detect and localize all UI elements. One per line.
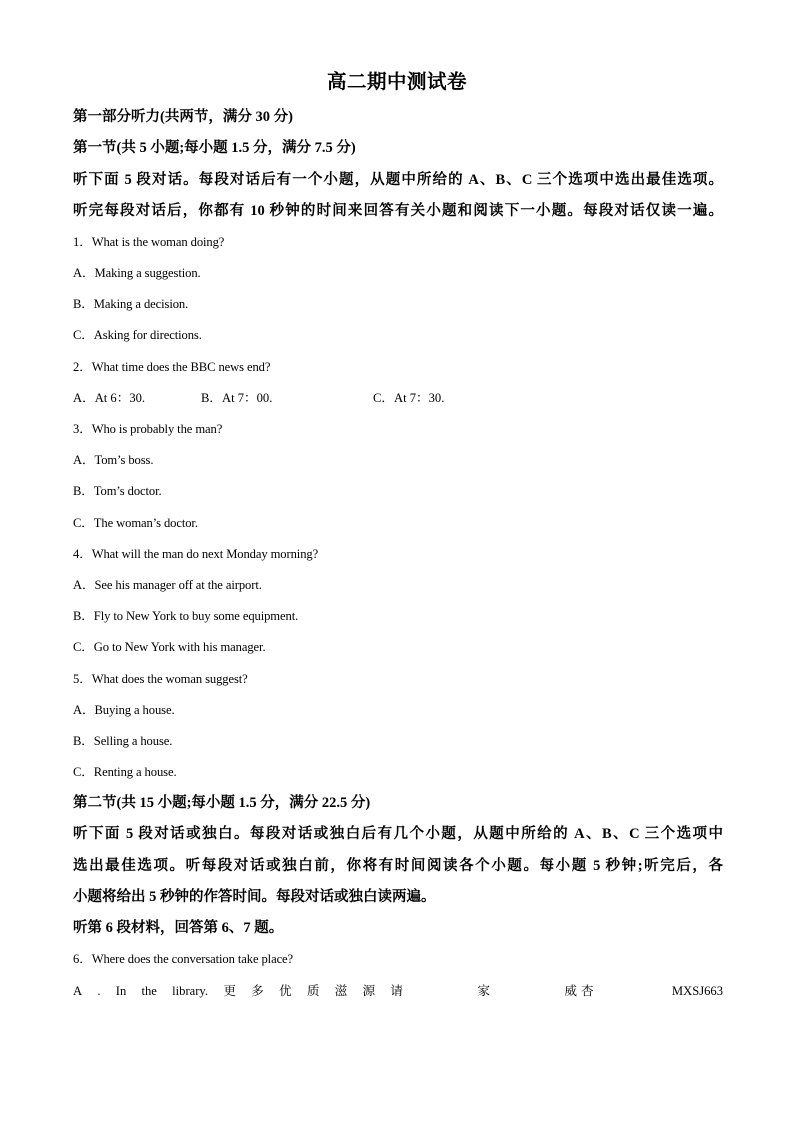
section1-instruction-line-1: 听下面 5 段对话。每段对话后有一个小题，从题中所给的 A、B、C 三个选项中选出最佳选项。 (73, 172, 723, 188)
section1-heading: 第一节(共 5 小题;每小题 1.5 分，满分 7.5 分) (73, 140, 356, 156)
watermark-text: 威杏 (564, 984, 598, 998)
question-4-option-c: C．Go to New York with his manager. (73, 640, 266, 654)
watermark-char: 更 (223, 984, 236, 998)
question-6-option-a-row (73, 985, 723, 998)
section2-instruction-line-2: 选出最佳选项。听每段对话或独白前，你将有时间阅读各个小题。每小题 5 秒钟;听完后，各 (73, 858, 723, 874)
section2-instruction-line-3: 小题将给出 5 秒钟的作答时间。每段对话或独白读两遍。 (73, 889, 436, 905)
material-6-note: 听第 6 段材料，回答第 6、7 题。 (73, 920, 284, 936)
question-1-option-b: B．Making a decision. (73, 297, 189, 311)
watermark-char: 请 (390, 984, 403, 998)
option-dot: . (97, 984, 101, 998)
question-1-option-a: A．Making a suggestion. (73, 266, 201, 280)
question-3-option-b: B．Tom’s doctor. (73, 484, 162, 498)
section1-instruction-line-2: 听完每段对话后，你都有 10 秒钟的时间来回答有关小题和阅读下一小题。每段对话仅读一遍。 (73, 203, 723, 219)
question-1-stem: 1．What is the woman doing? (73, 235, 225, 249)
option-letter: A (73, 984, 83, 998)
question-1-option-c: C．Asking for directions. (73, 328, 202, 342)
watermark-char: 源 (362, 984, 376, 998)
question-5-option-c: C．Renting a house. (73, 765, 177, 779)
question-5-option-b: B．Selling a house. (73, 734, 173, 748)
question-4-option-a: A．See his manager off at the airport. (73, 578, 262, 592)
question-3-option-a: A．Tom’s boss. (73, 453, 154, 467)
section2-heading: 第二节(共 15 小题;每小题 1.5 分，满分 22.5 分) (73, 795, 371, 811)
page-title: 高二期中测试卷 (326, 72, 467, 93)
question-2-option-a: A．At 6：30. (73, 391, 146, 405)
question-6-stem: 6．Where does the conversation take place? (73, 952, 294, 966)
question-4-option-b: B．Fly to New York to buy some equipment. (73, 609, 299, 623)
option-word: In (115, 984, 127, 998)
question-5-stem: 5．What does the woman suggest? (73, 672, 248, 686)
option-word: library. (172, 984, 209, 998)
watermark-char: 滋 (334, 984, 348, 998)
section2-instruction-line-1: 听下面 5 段对话或独白。每段对话或独白后有几个小题，从题中所给的 A、B、C 三个选项中 (73, 826, 723, 842)
question-4-stem: 4．What will the man do next Monday morning? (73, 547, 319, 561)
question-6-option-a (73, 985, 403, 998)
question-2-stem: 2．What time does the BBC news end? (73, 360, 271, 374)
question-3-stem: 3．Who is probably the man? (73, 422, 223, 436)
part1-heading: 第一部分听力(共两节，满分 30 分) (73, 109, 293, 125)
option-word: the (141, 984, 157, 998)
question-2-option-b: B．At 7：00. (201, 391, 273, 405)
question-5-option-a: A．Buying a house. (73, 703, 175, 717)
question-2-option-c: C．At 7：30. (373, 391, 445, 405)
question-3-option-c: C．The woman’s doctor. (73, 516, 198, 530)
watermark-code: MXSJ663 (671, 984, 723, 998)
watermark-text: 家 (477, 984, 490, 998)
watermark-char: 多 (251, 984, 264, 998)
watermark-char: 质 (306, 984, 320, 998)
watermark-char: 优 (279, 984, 292, 998)
